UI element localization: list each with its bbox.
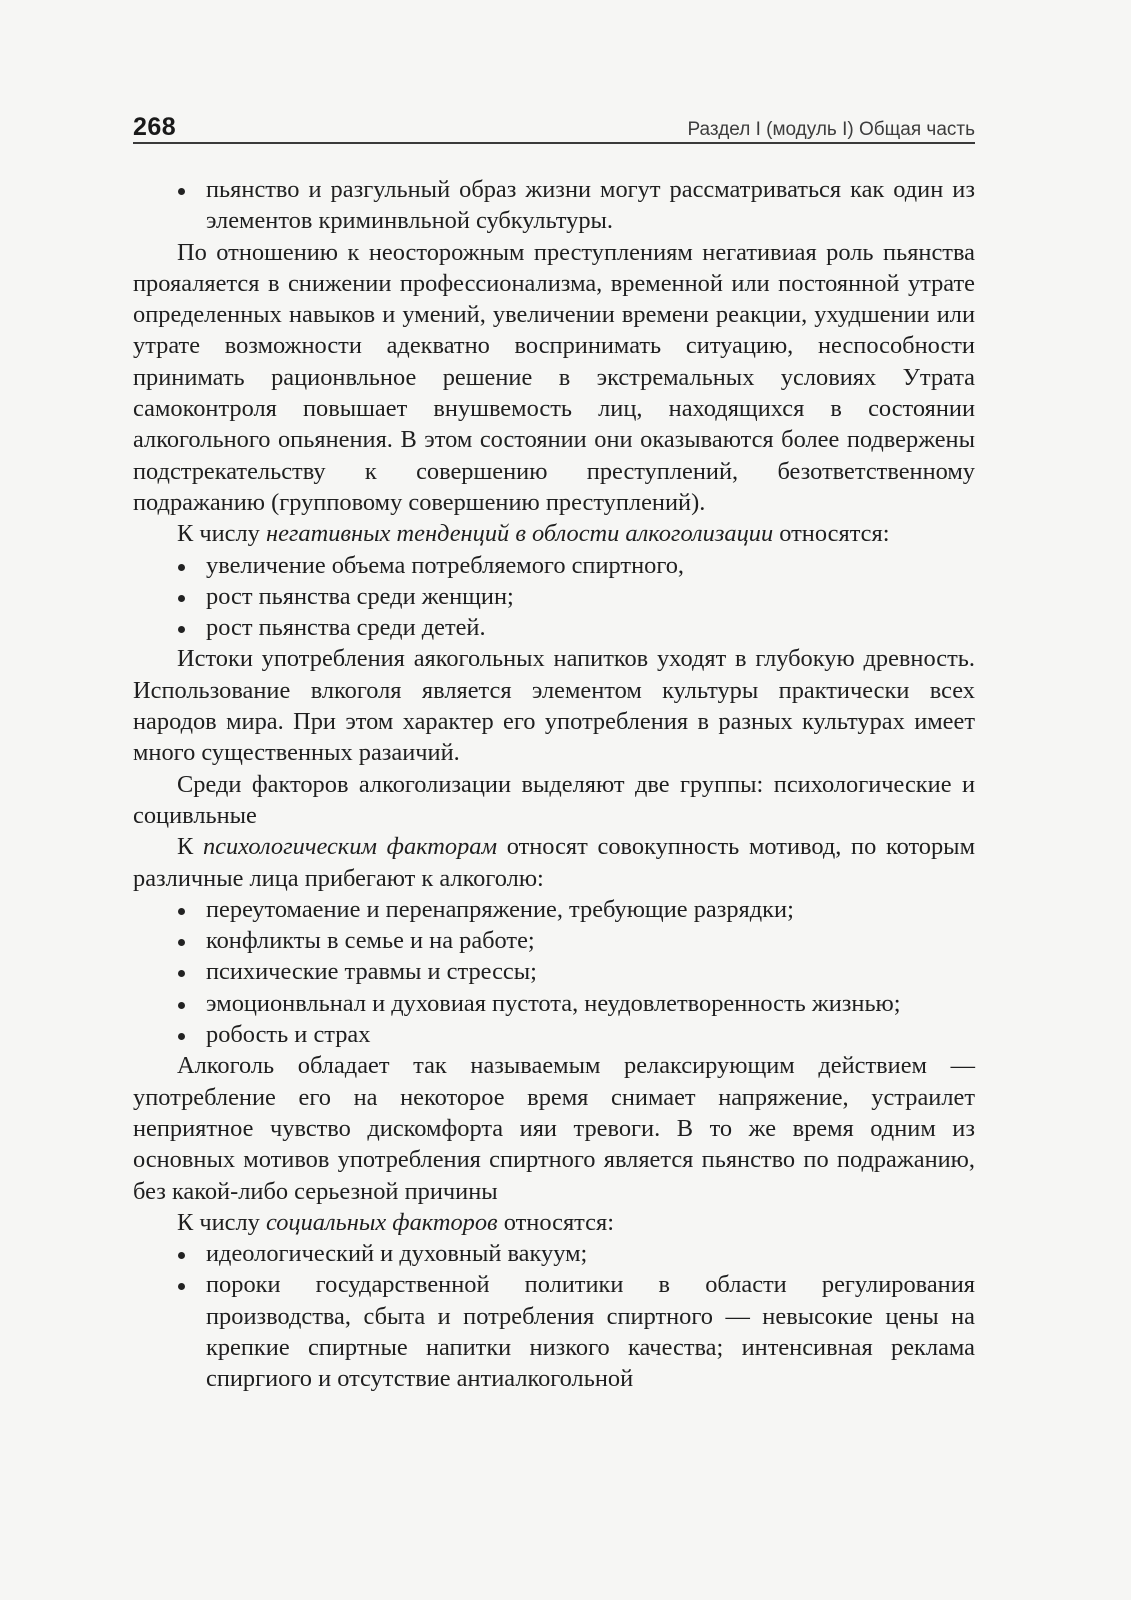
bullet-list-continued <box>133 174 975 237</box>
bullet-list-trends <box>133 550 975 644</box>
paragraph-text: относятся: <box>773 520 890 548</box>
list-item: пороки государственной политики в области регулирования производства, сбыта и потребления спиртного — невысокие цены на крепкие спиртные напитки низкого качества; интенсивная реклама спиргиого и отсутствие антиалкогольной <box>133 1269 975 1394</box>
list-item: рост пьянства среди женщин; <box>133 581 975 612</box>
paragraph-negative-trends <box>133 518 975 549</box>
paragraph-text: К <box>177 833 203 861</box>
paragraph-relaxing-effect: Алкоголь обладает так называемым релаксирующим действием — употребление его на некоторое время снимает напряжение, устраилет неприятное чувство дискомфорта ияи тревоги. В то же время одним из основных мотивов употребления спиртного является пьянство по подражанию, без какой-либо серьезной причины <box>133 1052 975 1205</box>
paragraph-social-factors <box>133 1207 975 1238</box>
paragraph-text: К числу <box>177 520 266 548</box>
paragraph-factor-groups: Среди факторов алкоголизации выделяют две группы: психологические и социвльные <box>133 770 975 829</box>
body-text <box>133 174 975 1395</box>
list-item: идеологический и духовный вакуум; <box>133 1238 975 1269</box>
paragraph-text: относят совокупность мотивод, по которым различные лица прибегают к алкоголю: <box>133 833 976 892</box>
list-item: робость и страх <box>133 1019 975 1050</box>
paragraph-text: относятся: <box>497 1208 614 1236</box>
paragraph-origins: Истоки употребления аякогольных напитков уходят в глубокую древность. Использование влкоголя является элементом культуры практически всех народов мира. При этом характер его употребления в разных культурах имеет много существенных разаичий. <box>133 645 975 767</box>
section-title: Раздел I (модуль I) Общая часть <box>687 119 975 140</box>
italic-term: негативных тенденций в облости алкоголизации <box>265 520 774 548</box>
italic-term: социальных факторов <box>265 1208 498 1236</box>
paragraph-text: К числу <box>177 1208 266 1236</box>
paragraph-negligent-crimes: По отношению к неосторожным преступлениям негативиая роль пьянства прояаляется в снижении профессионализма, временной или постоянной утрате определенных навыков и умений, увеличении времени реакции, ухудшении или утрате возможности адекватно воспринимать ситуацию, неспособности принимать рационвльное решение в экстремальных условиях Утрата самоконтроля повышает внушвемость лиц, находящихся в состоянии алкогольного опьянения. В этом состоянии они оказываются более подвержены подстрекательству к совершению преступлений, безответственному подражанию (групповому совершению преступлений). <box>133 238 975 516</box>
running-header <box>133 108 975 144</box>
bullet-list-social <box>133 1238 975 1394</box>
list-item: конфликты в семье и на работе; <box>133 925 975 956</box>
list-item: пьянство и разгульный образ жизни могут рассматриваться как один из элементов криминвльной субкультуры. <box>133 174 975 237</box>
list-item: рост пьянства среди детей. <box>133 612 975 643</box>
list-item: переутомаение и перенапряжение, требующие разрядки; <box>133 894 975 925</box>
book-page <box>133 108 975 1395</box>
paragraph-psychological-factors <box>133 831 975 894</box>
page-number: 268 <box>133 113 177 141</box>
list-item: эмоционвльнал и духовиая пустота, неудовлетворенность жизнью; <box>133 988 975 1019</box>
italic-term: психологическим факторам <box>202 833 498 861</box>
bullet-list-psychological <box>133 894 975 1050</box>
list-item: психические травмы и стрессы; <box>133 956 975 987</box>
list-item: увеличение объема потребляемого спиртного, <box>133 550 975 581</box>
